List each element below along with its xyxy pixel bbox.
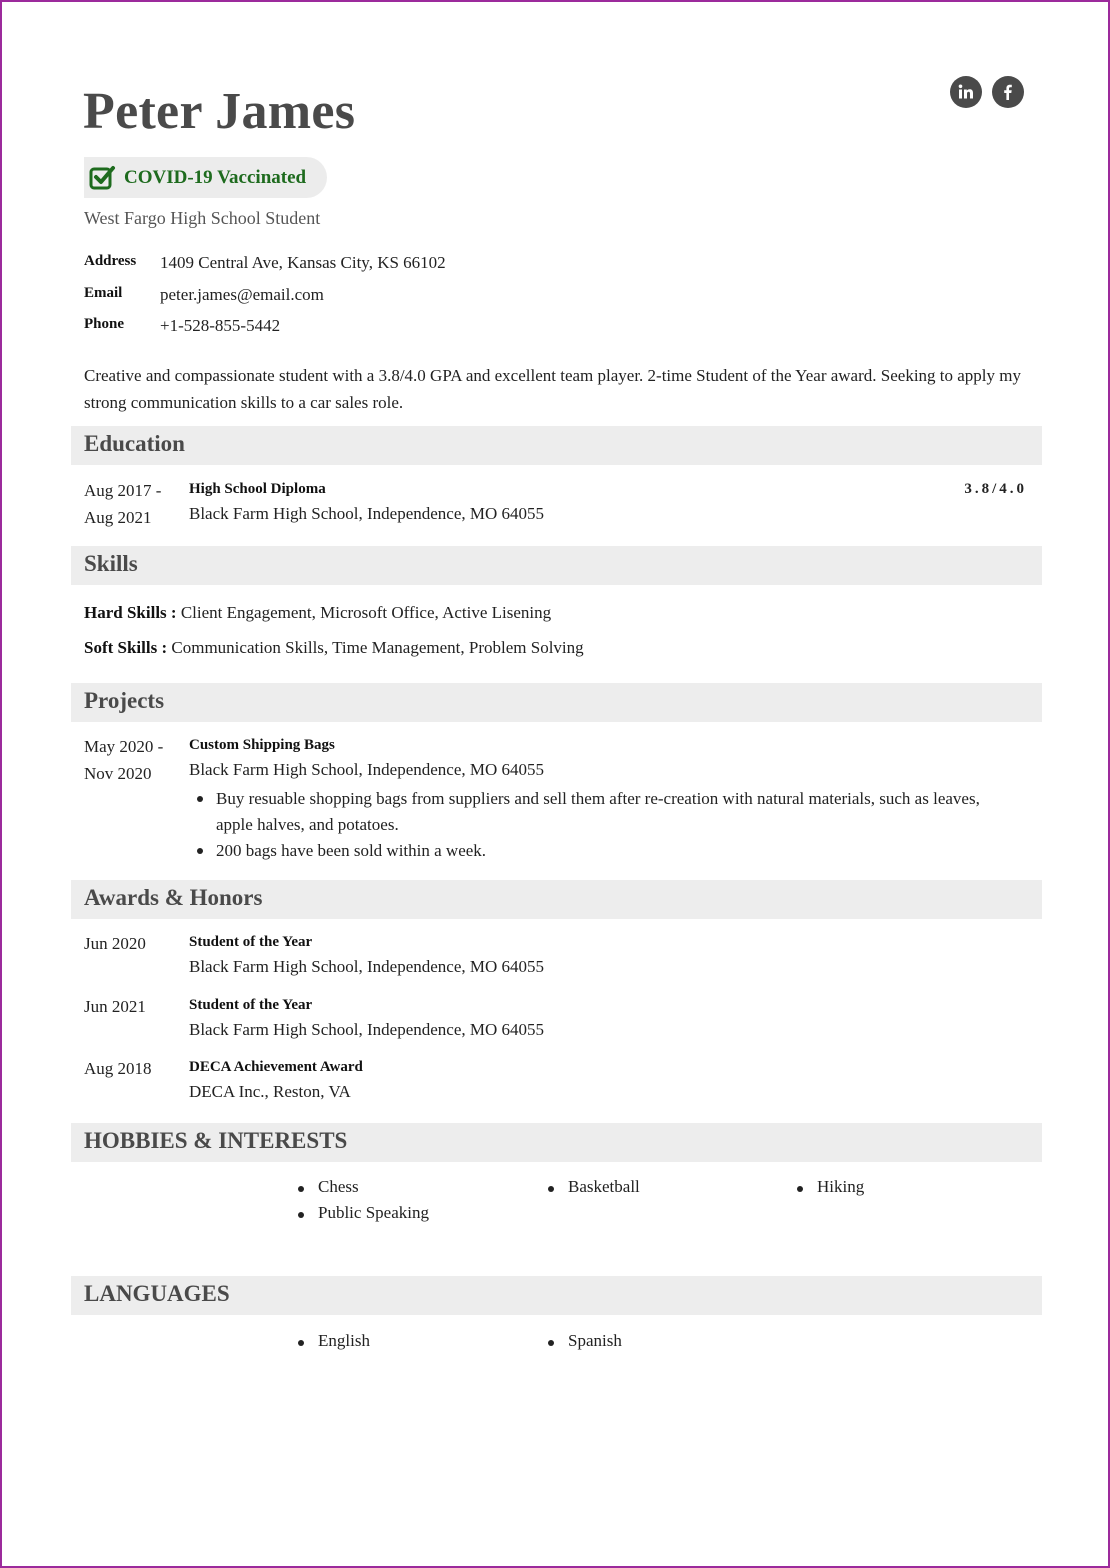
date-start: Aug 2017 - — [84, 481, 162, 500]
vaccination-badge — [84, 157, 327, 198]
date-start: May 2020 - — [84, 737, 164, 756]
entry-org: Black Farm High School, Independence, MO 64055 — [189, 957, 545, 976]
phone-value: +1-528-855-5442 — [160, 316, 281, 335]
linkedin-icon[interactable] — [950, 76, 982, 108]
candidate-name: Peter James — [83, 83, 356, 140]
phone-label: Phone — [84, 316, 125, 332]
hard-skills-label: Hard Skills : — [84, 603, 177, 622]
entry-gpa: 3.8/4.0 — [964, 481, 1027, 497]
section-education — [71, 426, 1042, 465]
facebook-icon[interactable] — [992, 76, 1024, 108]
section-hobbies — [71, 1123, 1042, 1162]
hobby-item: Hiking — [792, 1177, 864, 1197]
list-item: Buy resuable shopping bags from suppliers and sell them after re-creation with natural materials, such as leaves, apple halves, and potatoes. — [189, 786, 1019, 838]
email-value[interactable]: peter.james@email.com — [160, 285, 324, 304]
section-languages — [71, 1276, 1042, 1315]
soft-skills-row — [84, 638, 584, 658]
date-end: Aug 2021 — [84, 508, 152, 527]
date-end: Nov 2020 — [84, 764, 152, 783]
entry-org: DECA Inc., Reston, VA — [189, 1082, 351, 1101]
section-heading: Education — [84, 431, 185, 456]
hobby-item: Public Speaking — [293, 1203, 429, 1223]
hobby-item: Basketball — [543, 1177, 640, 1197]
language-item: English — [293, 1331, 370, 1351]
hard-skills-row — [84, 603, 551, 623]
entry-title: DECA Achievement Award — [189, 1059, 363, 1075]
entry-date: Jun 2020 — [84, 934, 146, 953]
entry-org: Black Farm High School, Independence, MO 64055 — [189, 1020, 545, 1039]
badge-label: COVID-19 Vaccinated — [124, 166, 307, 188]
entry-date: Aug 2018 — [84, 1059, 152, 1078]
entry-title: Custom Shipping Bags — [189, 737, 335, 753]
section-heading: LANGUAGES — [84, 1281, 230, 1306]
section-heading: Projects — [84, 688, 165, 713]
candidate-subtitle: West Fargo High School Student — [84, 208, 321, 228]
entry-date — [84, 477, 184, 531]
section-heading: Awards & Honors — [84, 885, 263, 910]
email-label: Email — [84, 285, 123, 301]
section-skills — [71, 546, 1042, 585]
social-links — [950, 76, 1024, 108]
soft-skills-label: Soft Skills : — [84, 638, 168, 657]
entry-date — [84, 733, 184, 787]
entry-title: High School Diploma — [189, 481, 326, 497]
address-label: Address — [84, 253, 137, 269]
entry-title: Student of the Year — [189, 997, 313, 1013]
entry-school: Black Farm High School, Independence, MO 64055 — [189, 504, 545, 523]
address-value: 1409 Central Ave, Kansas City, KS 66102 — [160, 253, 446, 272]
language-item: Spanish — [543, 1331, 622, 1351]
section-projects — [71, 683, 1042, 722]
section-awards — [71, 880, 1042, 919]
hobby-item: Chess — [293, 1177, 359, 1197]
project-bullets — [189, 786, 1019, 864]
section-heading: Skills — [84, 551, 138, 576]
section-heading: HOBBIES & INTERESTS — [84, 1128, 348, 1153]
soft-skills-value: Communication Skills, Time Management, Problem Solving — [171, 638, 584, 657]
entry-school: Black Farm High School, Independence, MO 64055 — [189, 760, 545, 779]
summary-paragraph: Creative and compassionate student with a 3.8/4.0 GPA and excellent team player. 2-time Student of the Year award. Seeking to apply my strong communication skills to a car sales role. — [84, 366, 1022, 412]
hard-skills-value: Client Engagement, Microsoft Office, Active Lisening — [180, 603, 552, 622]
list-item: 200 bags have been sold within a week. — [189, 838, 1019, 864]
entry-title: Student of the Year — [189, 934, 313, 950]
entry-date: Jun 2021 — [84, 997, 146, 1016]
checkbox-check-icon — [88, 163, 118, 193]
